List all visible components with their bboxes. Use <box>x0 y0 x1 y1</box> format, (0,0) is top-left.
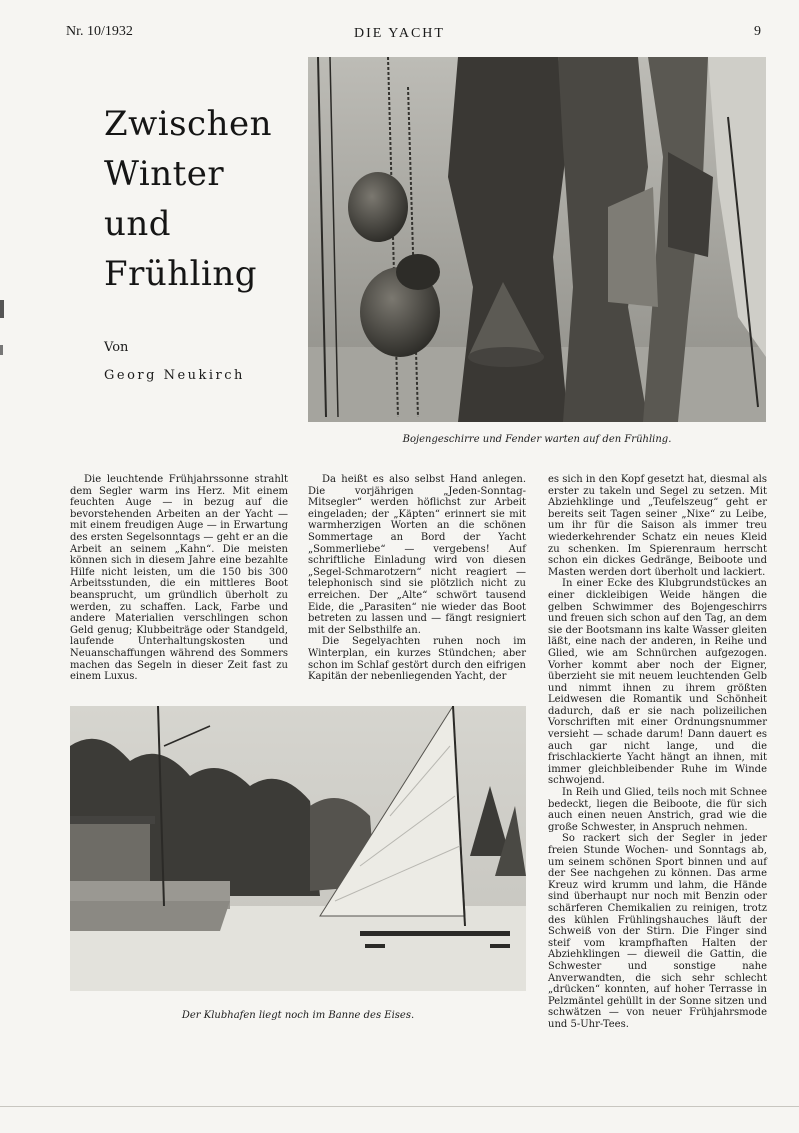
issue-number: Nr. 10/1932 <box>66 24 133 39</box>
paragraph: Die Segelyachten ruhen noch im Winterplan, ein kurzes Stündchen; aber schon im Schlaf gestört durch den eifrigen Kapitän der nebenliegenden Yacht, der <box>308 636 526 683</box>
article-title-line-1: Zwischen <box>104 104 273 144</box>
magazine-title: DIE YACHT <box>354 26 445 41</box>
text-column-3 <box>548 474 767 1031</box>
paragraph: In Reih und Glied, teils noch mit Schnee bedeckt, liegen die Beiboote, die für sich auch einen neuen Anstrich, grad wie die große Schwester, in Anspruch nehmen. <box>548 787 767 833</box>
text-column-2 <box>308 474 526 683</box>
buoys-photo-caption: Bojengeschirre und Fender warten auf den Frühling. <box>402 434 672 445</box>
byline-prefix: Von <box>104 340 129 355</box>
article-title-line-4: Frühling <box>104 254 258 294</box>
scan-edge-mark <box>0 345 3 355</box>
article-title-line-3: und <box>104 204 172 244</box>
text-column-1 <box>70 474 288 683</box>
paragraph: Die leuchtende Frühjahrssonne strahlt dem Segler warm ins Herz. Mit einem feuchten Auge — in bezug auf die bevorstehenden Arbeiten an der Yacht — mit einem freudigen Auge — in Erwartung des ersten Segelsonntags — geht er an die Arbeit an seinem „Kahn“. Die meisten können sich in diesem Jahre eine bezahlte Hilfe nicht leisten, um die 150 bis 300 Arbeitsstunden, die ein mittleres Boot beansprucht, um gründlich überholt zu werden, zu schaffen. Lack, Farbe und andere Materialien verschlingen schon Geld genug; Klubbeiträge oder Standgeld, laufende Unterhaltungskosten und Neuanschaffungen während des Sommers machen das Segeln in dieser Zeit fast zu einem Luxus. <box>70 474 288 683</box>
buoys-photo <box>308 57 766 422</box>
ice-harbour-illustration <box>70 706 526 991</box>
ice-harbour-photo-caption: Der Klubhafen liegt noch im Banne des Eises. <box>181 1010 415 1021</box>
paragraph: es sich in den Kopf gesetzt hat, diesmal als erster zu takeln und Segel zu setzen. Mit Abziehklinge und „Teufelszeug“ geht er bereits seit Tagen seiner „Nixe“ zu Leibe, um ihr für die Saison als immer treu wiederkehrender Schatz ein neues Kleid zu schenken. Im Spierenraum herrscht schon ein dickes Gedränge, Beiboote und Masten werden dort überholt und lackiert. <box>548 474 767 578</box>
paragraph: In einer Ecke des Klubgrundstückes an einer dickleibigen Weide hängen die gelben Schwimmer des Bojengeschirrs und freuen sich schon auf den Tag, an dem sie der Bootsmann ins kalte Wasser gleiten läßt, eine nach der anderen, in Reihe und Glied, wie am Schnürchen aufgezogen. Vorher kommt aber noch der Eigner, überzieht sie mit neuem leuchtenden Gelb und nimmt ihnen zu ihrem größten Leidwesen die Romantik und Schönheit dadurch, daß er sie nach polizeilichen Vorschriften mit einer Ordnungsnummer versieht — schade darum! Dann dauert es auch gar nicht lange, und die frischlackierte Yacht hängt an ihnen, mit immer gleichbleibender Ruhe im Winde schwojend. <box>548 578 767 787</box>
buoys-photo-illustration <box>308 57 766 422</box>
author-name: Georg Neukirch <box>104 368 245 383</box>
ice-harbour-photo <box>70 706 526 991</box>
paragraph: So rackert sich der Segler in jeder freien Stunde Wochen- und Sonntags ab, um seinem schönen Sport binnen und auf der See nachgehen zu können. Das arme Kreuz wird krumm und lahm, die Hände sind überhaupt nur noch mit Benzin oder schärferen Chemikalien zu reinigen, trotz des kühlen Frühlingshauches läuft der Schweiß von der Stirn. Die Finger sind steif vom krampfhaften Halten der Abziehklingen — dieweil die Gattin, die Schwester und sonstige nahe Anverwandten, die sich sehr schlecht „drücken“ konnten, auf hoher Terrasse in Pelzmäntel gehüllt in der Sonne sitzen und schwätzen — von neuer Frühjahrsmode und 5-Uhr-Tees. <box>548 833 767 1030</box>
article-title-line-2: Winter <box>104 154 225 194</box>
page-number: 9 <box>754 24 761 39</box>
scan-edge-mark <box>0 300 4 318</box>
paragraph: Da heißt es also selbst Hand anlegen. Die vorjährigen „Jeden-Sonntag-Mitsegler“ werden höflichst zur Arbeit eingeladen; der „Käpten“ erinnert sie mit warmherzigen Worten an die schönen Sommertage an Bord der Yacht „Sommerliebe“ — vergebens! Auf schriftliche Einladung wird von diesen „Segel-Schmarotzern“ nicht reagiert — telephonisch sind sie plötzlich nicht zu erreichen. Der „Alte“ schwört tausend Eide, die „Parasiten“ nie wieder das Boot betreten zu lassen und — fängt resigniert mit der Selbsthilfe an. <box>308 474 526 636</box>
footer-rule <box>0 1106 799 1107</box>
